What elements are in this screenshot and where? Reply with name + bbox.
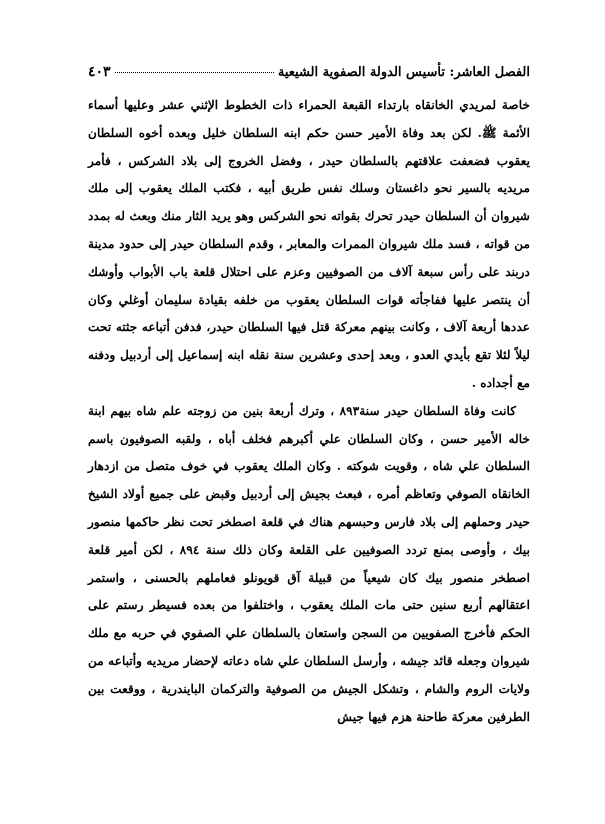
dotted-leader xyxy=(115,72,274,73)
chapter-title: الفصل العاشر: تأسيس الدولة الصفوية الشيعية xyxy=(277,65,530,80)
paragraph: كانت وفاة السلطان حيدر سنة٨٩٣ ، وترك أربعة بنين من زوجته علم شاه بيهم ابنة خاله الأمير حسن ، وكان السلطان علي أكبرهم فخلف أباه ، ولقبه الصوفيون باسم السلطان علي شاه ، وقويت شوكته . وكان الملك يعقوب في خوف متصل من ازدهار الخانقاه الصوفي وتعاظم أمره ، فبعث بجيش إلى أردبيل وقبض على جميع أولاد الشيخ حيدر وحملهم إلى بلاد فارس وحبسهم هناك في قلعة اصطخر تحت نظر حاكمها منصور بيك ، وأوصى بمنع تردد الصوفيين على القلعة وكان ذلك سنة ٨٩٤ ، لكن أمير قلعة اصطخر منصور بيك كان شيعياً من قبيلة آق قويونلو فعاملهم بالحسنى ، واستمر اعتقالهم أربع سنين حتى مات الملك يعقوب ، واختلفوا من بعده فسيطر رستم على الحكم فأخرج الصفويين من السجن واستعان بالسلطان علي الصفوي في حربه مع ملك شيروان وجعله قائد جيشه ، وأرسل السلطان علي شاه دعاته لإحضار مريديه وأتباعه من ولايات الروم والشام ، وتشكل الجيش من الصوفية والتركمان البايندرية ، ووقعت بين الطرفين معركة طاحنة هزم فيها جيش xyxy=(88,403,530,724)
running-header xyxy=(88,64,530,84)
body-text xyxy=(88,92,530,731)
page-number: ٤٠٣ xyxy=(88,64,111,80)
paragraph: خاصة لمريدي الخانقاه بارتداء القبعة الحمراء ذات الخطوط الإثني عشر وعليها أسماء الأئمة ﷺ. لكن بعد وفاة الأمير حسن حكم ابنه السلطان خليل وبعده أخوه السلطان يعقوب فضعفت علاقتهم بالسلطان حيدر ، وفضل الخروج إلى بلاد الشركس ، فأمر مريديه بالسير نحو داغستان وسلك نفس طريق أبيه ، فكتب الملك يعقوب إلى ملك شيروان أن السلطان حيدر تحرك بقواته نحو الشركس وهو يريد الثار منك وبعث له بمدد من قواته ، فسد ملك شيروان الممرات والمعابر ، وقدم السلطان حيدر إلى حدود مدينة دربند على رأس سبعة آلاف من الصوفيين وعزم على احتلال قلعة باب الأبواب وأوشك أن ينتصر عليها ففاجأته قوات السلطان يعقوب من خلفه بقيادة سليمان أوغلي وكان عددها أربعة آلاف ، وكانت بينهم معركة قتل فيها السلطان حيدر، فدفن أتباعه جثته تحت ليلاً لئلا تقع بأيدي العدو ، وبعد إحدى وعشرين سنة نقله ابنه إسماعيل إلى أردبيل ودفنه مع أجداده . xyxy=(88,98,530,390)
